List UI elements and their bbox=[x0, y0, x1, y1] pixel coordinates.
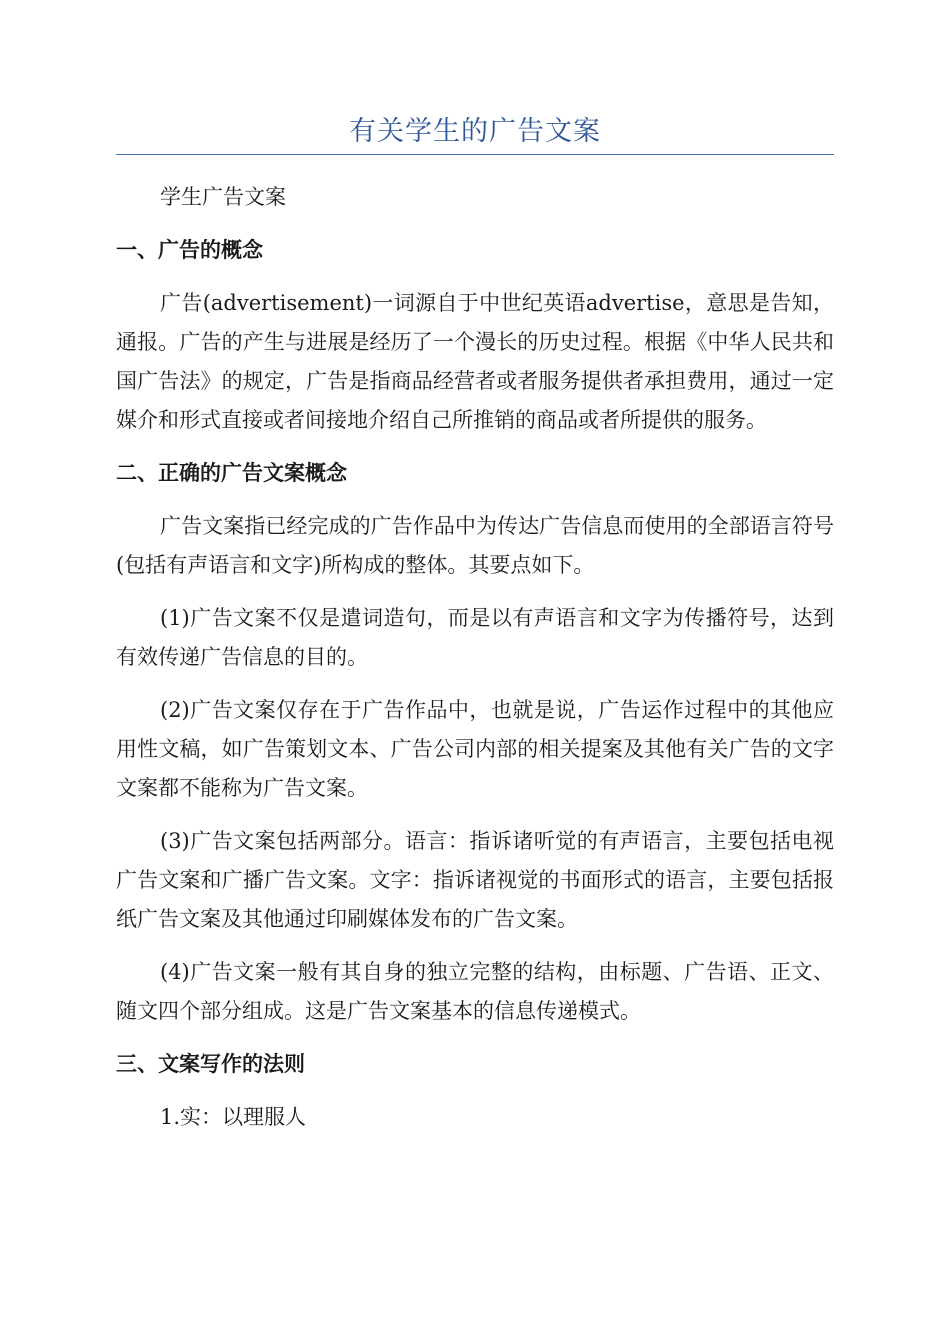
section-heading-3: 三、文案写作的法则 bbox=[116, 1052, 305, 1076]
section-2-paragraph-5: (4)广告文案一般有其自身的独立完整的结构，由标题、广告语、正文、随文四个部分组成。这是广告文案基本的信息传递模式。 bbox=[116, 960, 834, 1023]
section-heading-1: 一、广告的概念 bbox=[116, 238, 263, 262]
section-1-paragraph-1: 广告(advertisement)一词源自于中世纪英语advertise，意思是告知，通报。广告的产生与进展是经历了一个漫长的历史过程。根据《中华人民共和国广告法》的规定，广告是指商品经营者或者服务提供者承担费用，通过一定媒介和形式直接或者间接地介绍自己所推销的商品或者所提供的服务。 bbox=[116, 291, 834, 432]
subtitle-paragraph: 学生广告文案 bbox=[160, 185, 286, 209]
document-body bbox=[116, 178, 834, 1137]
section-2-paragraph-4: (3)广告文案包括两部分。语言：指诉诸听觉的有声语言，主要包括电视广告文案和广播广告文案。文字：指诉诸视觉的书面形式的语言，主要包括报纸广告文案及其他通过印刷媒体发布的广告文案。 bbox=[116, 829, 834, 931]
document-title: 有关学生的广告文案 bbox=[349, 116, 601, 147]
section-heading-2: 二、正确的广告文案概念 bbox=[116, 461, 347, 485]
section-2-paragraph-3: (2)广告文案仅存在于广告作品中，也就是说，广告运作过程中的其他应用性文稿，如广告策划文本、广告公司内部的相关提案及其他有关广告的文字文案都不能称为广告文案。 bbox=[116, 698, 834, 800]
section-3-paragraph-1: 1.实：以理服人 bbox=[160, 1105, 307, 1129]
title-underline bbox=[116, 154, 834, 155]
section-2-paragraph-1: 广告文案指已经完成的广告作品中为传达广告信息而使用的全部语言符号(包括有声语言和文字)所构成的整体。其要点如下。 bbox=[116, 514, 834, 577]
section-2-paragraph-2: (1)广告文案不仅是遣词造句，而是以有声语言和文字为传播符号，达到有效传递广告信息的目的。 bbox=[116, 606, 834, 669]
